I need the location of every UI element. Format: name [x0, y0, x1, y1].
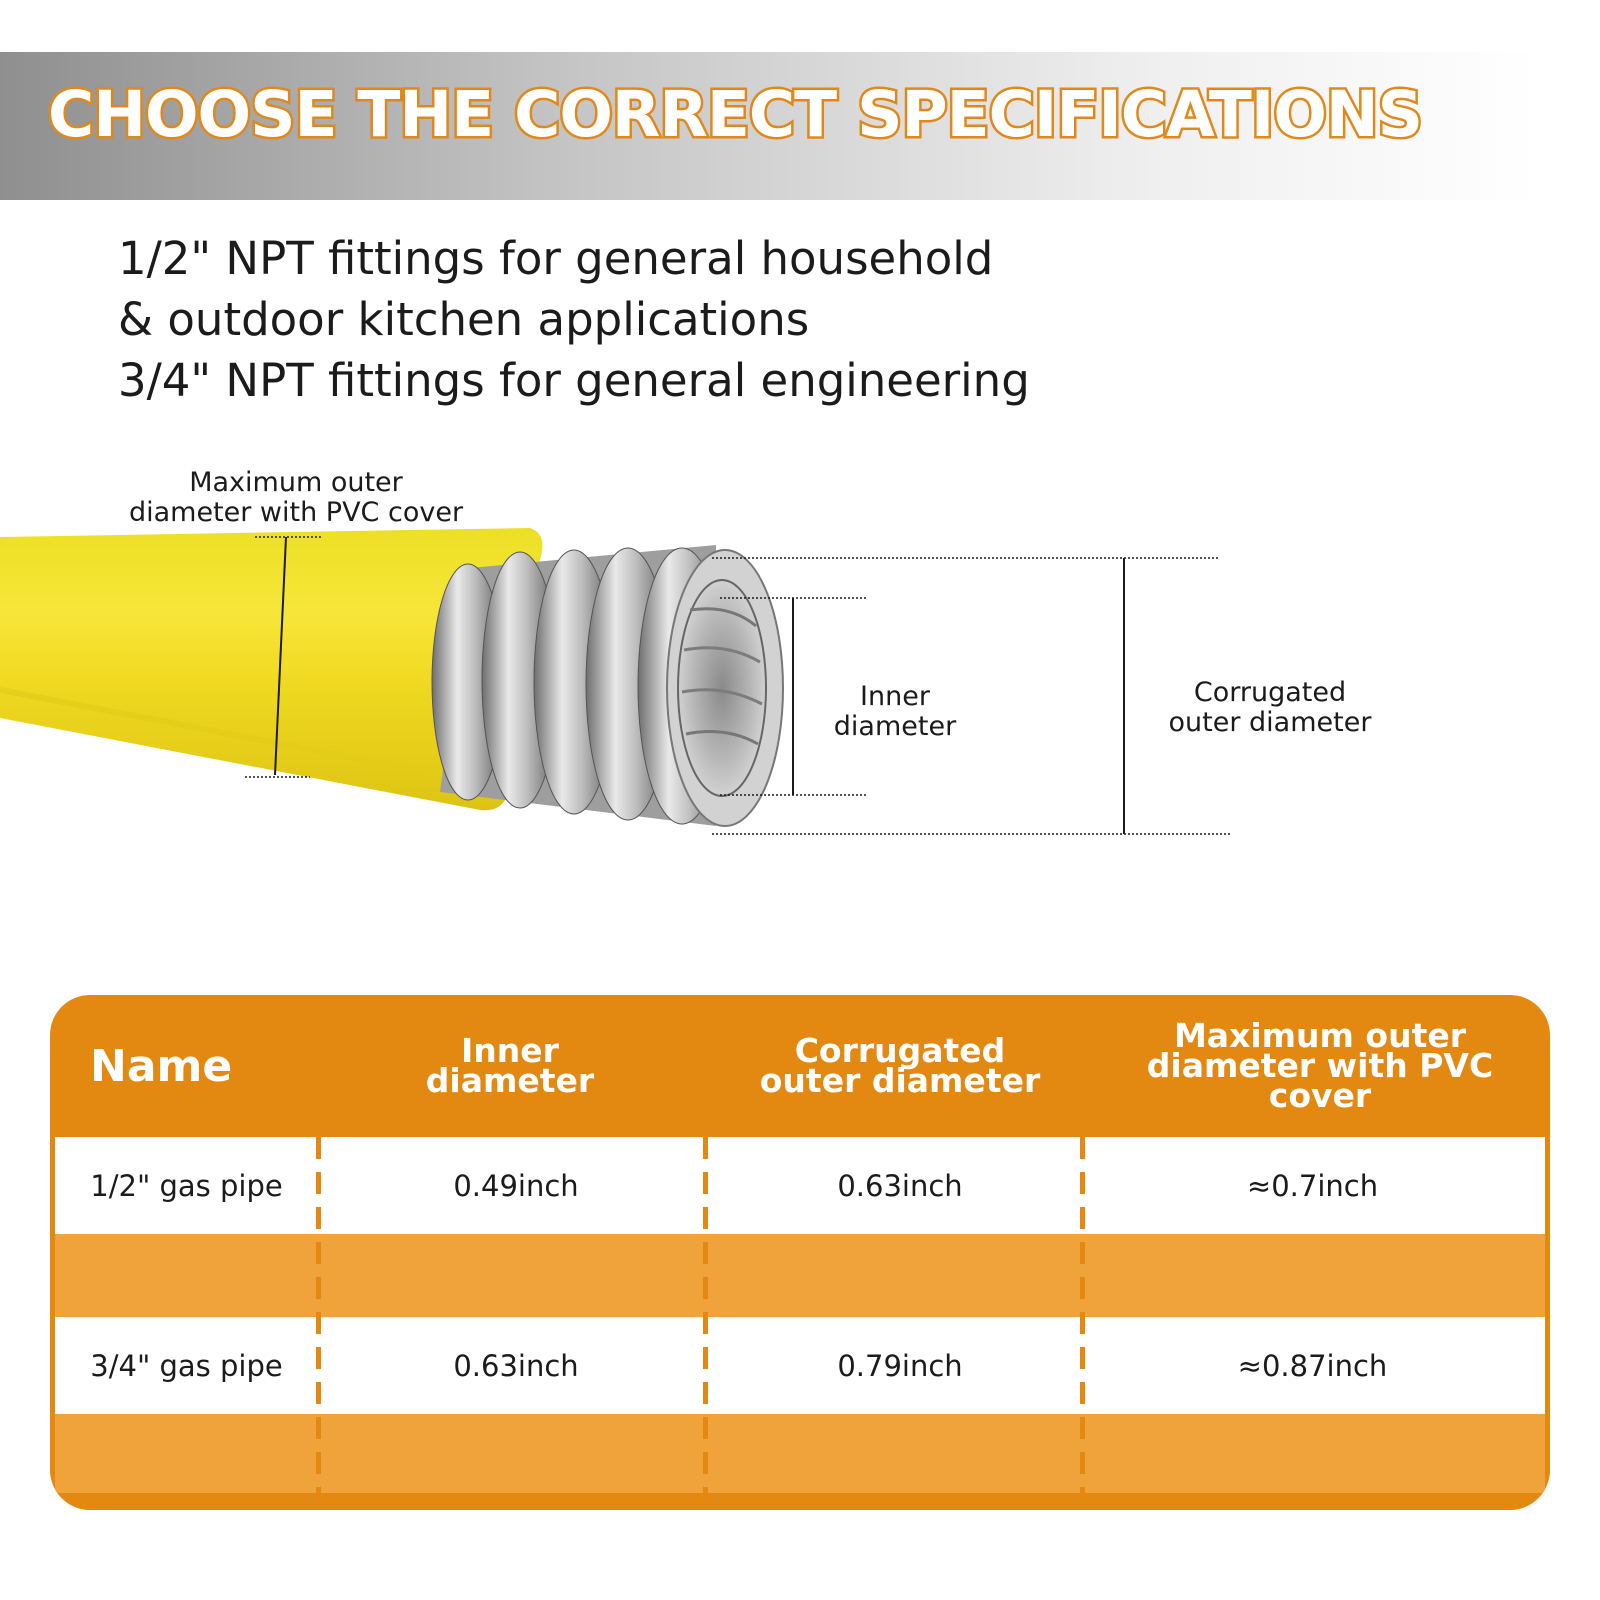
intro-line-3: 3/4" NPT fittings for general engineering [118, 354, 1030, 407]
cell-corrugated: 0.63inch [837, 1168, 963, 1203]
header-inner [350, 995, 670, 1137]
header-inner-line-2: diameter [425, 1061, 595, 1100]
label-max-outer [124, 468, 468, 528]
page-title: CHOOSE THE CORRECT SPECIFICATIONS [48, 78, 1422, 151]
cell-inner: 0.63inch [453, 1348, 579, 1383]
label-corrugated-line-2: outer diameter [1168, 707, 1372, 738]
header-corrugated-line-1: Corrugated [794, 1031, 1006, 1070]
header-corrugated [710, 995, 1090, 1137]
label-inner-line-1: Inner [860, 681, 930, 712]
header-max-outer-line-2: diameter with PVC cover [1146, 1046, 1494, 1115]
intro-line-2: & outdoor kitchen applications [118, 293, 810, 346]
cell-max-outer: ≈0.7inch [1246, 1168, 1379, 1203]
header-corrugated-line-2: outer diameter [759, 1061, 1041, 1100]
intro-line-1: 1/2" NPT fittings for general household [118, 232, 994, 285]
header-inner-line-1: Inner [461, 1031, 559, 1070]
label-max-outer-line-2: diameter with PVC cover [128, 497, 464, 528]
table-row-spacer [55, 1414, 1545, 1493]
pipe-diagram [0, 450, 1600, 870]
column-divider [316, 1137, 321, 1493]
column-divider [703, 1137, 708, 1493]
column-divider [1080, 1137, 1085, 1493]
header-max-outer [1090, 995, 1550, 1137]
label-corrugated [1160, 678, 1380, 738]
table-row-spacer [55, 1234, 1545, 1317]
header-name [90, 995, 310, 1137]
header-name-text: Name [90, 1040, 233, 1092]
corrugated-dimension-line [712, 558, 1232, 834]
label-inner-line-2: diameter [833, 711, 957, 742]
label-max-outer-line-1: Maximum outer [189, 467, 403, 498]
intro-text [118, 228, 1030, 411]
table-header [50, 995, 1550, 1137]
table-row [55, 1137, 1545, 1234]
table-row [55, 1317, 1545, 1414]
cell-max-outer: ≈0.87inch [1237, 1348, 1388, 1383]
header-max-outer-line-1: Maximum outer [1173, 1016, 1467, 1055]
cell-corrugated: 0.79inch [837, 1348, 963, 1383]
cell-name: 1/2" gas pipe [90, 1168, 283, 1203]
label-inner [820, 682, 970, 742]
spec-table [50, 995, 1550, 1510]
pipe-bore [678, 580, 766, 796]
cell-name: 3/4" gas pipe [90, 1348, 283, 1383]
label-corrugated-line-1: Corrugated [1193, 677, 1347, 708]
cell-inner: 0.49inch [453, 1168, 579, 1203]
